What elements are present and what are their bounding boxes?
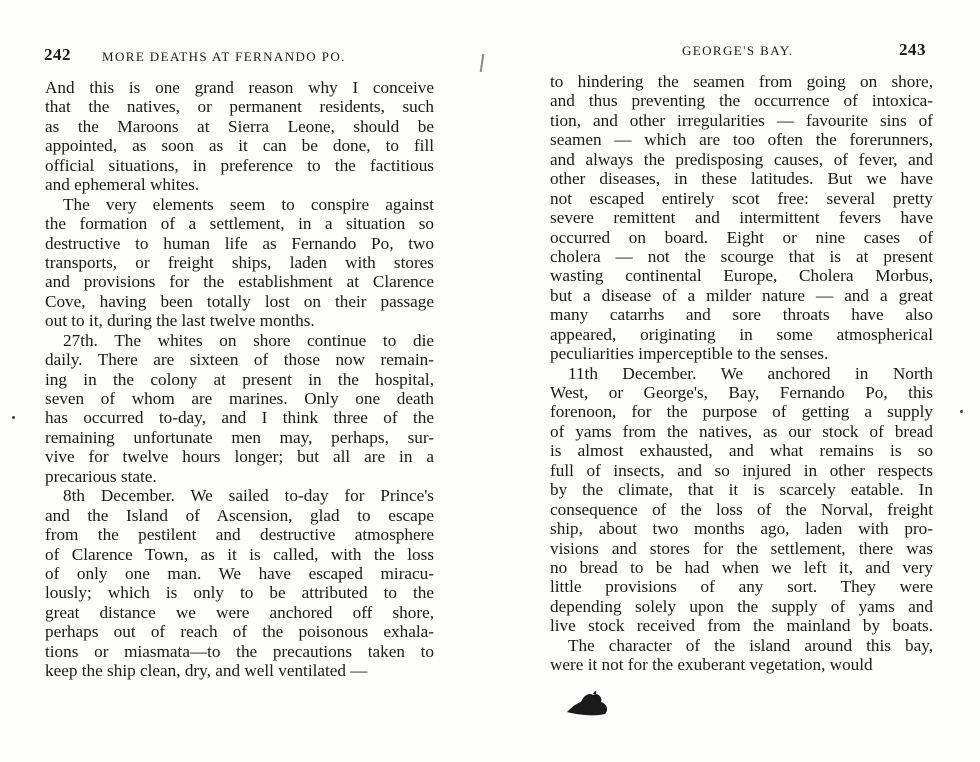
- text-line: little provisions of any sort. They were: [550, 577, 933, 597]
- text-line: Cove, having been totally lost on their passage: [45, 291, 434, 311]
- text-line: and the Island of Ascension, glad to escape: [45, 505, 434, 525]
- text-line: has occurred to-day, and I think three of the: [45, 408, 434, 428]
- ink-blot-icon: [563, 688, 613, 718]
- text-line: transports, or freight ships, laden with stores: [45, 252, 434, 272]
- text-line: to hindering the seamen from going on shore,: [550, 72, 933, 91]
- text-line: full of insects, and so injured in other respects: [550, 460, 933, 480]
- text-line: and ephemeral whites.: [45, 175, 200, 195]
- text-line: destructive to human life as Fernando Po, two: [45, 233, 434, 253]
- text-line: perhaps out of reach of the poisonous exhala-: [45, 622, 434, 642]
- text-line: And this is one grand reason why I conceive: [45, 78, 434, 97]
- right-body-text: [550, 72, 933, 675]
- text-line: but a disease of a milder nature — and a great: [550, 285, 933, 305]
- text-line: as the Maroons at Sierra Leone, should be: [45, 116, 434, 136]
- text-line: live stock received from the mainland by boats.: [550, 616, 933, 636]
- text-line: vive for twelve hours longer; but all are in a: [45, 447, 434, 467]
- text-line: by the climate, that it is scarcely eatable. In: [550, 480, 933, 500]
- text-line: official situations, in preference to the factitious: [45, 155, 434, 175]
- text-line: tions or miasmata—to the precautions taken to: [45, 641, 434, 661]
- text-line: lously; which is only to be attributed to the: [45, 583, 434, 603]
- left-running-head: MORE DEATHS AT FERNANDO PO.: [102, 49, 346, 64]
- text-line: consequence of the loss of the Norval, freight: [550, 499, 933, 519]
- text-line: tion, and other irregularities — favourite sins of: [550, 110, 933, 130]
- text-line: The character of the island around this bay,: [568, 635, 933, 655]
- right-page-number: 243: [899, 40, 926, 59]
- text-line: out to it, during the last twelve months.: [45, 311, 315, 331]
- text-line: and provisions for the establishment at Clarence: [45, 272, 434, 292]
- text-line: ship, about two months ago, laden with pro-: [550, 519, 933, 539]
- left-body-text: [45, 78, 434, 681]
- text-line: cholera — not the scourge that is at present: [550, 246, 933, 266]
- text-line: and always the predisposing causes, of fever, and: [550, 149, 933, 169]
- text-line: from the pestilent and destructive atmosphere: [45, 525, 434, 545]
- right-running-head: GEORGE'S BAY.: [682, 43, 794, 58]
- text-line: appointed, as soon as it can be done, to fill: [45, 136, 434, 156]
- text-line: seamen — which are too often the forerunners,: [550, 130, 933, 150]
- text-line: 27th. The whites on shore continue to die: [63, 330, 434, 350]
- text-line: wasting continental Europe, Cholera Morbus,: [550, 266, 933, 286]
- speck: [12, 416, 15, 419]
- text-line: of only one man. We have escaped miracu-: [45, 563, 434, 583]
- text-line: ing in the colony at present in the hospital,: [45, 369, 434, 389]
- text-line: visions and stores for the settlement, there was: [550, 538, 933, 558]
- right-page: [490, 0, 980, 762]
- text-line: other diseases, in these latitudes. But we have: [550, 169, 933, 189]
- text-line: precarious state.: [45, 466, 157, 486]
- text-line: of Clarence Town, as it is called, with the loss: [45, 544, 434, 564]
- text-line: many catarrhs and sore throats have also: [550, 305, 933, 325]
- text-line: keep the ship clean, dry, and well ventilated —: [45, 661, 368, 681]
- text-line: The very elements seem to conspire against: [63, 194, 434, 214]
- text-line: forenoon, for the purpose of getting a supply: [550, 402, 933, 422]
- text-line: were it not for the exuberant vegetation, would: [550, 655, 873, 675]
- text-line: of yams from the natives, as our stock of bread: [550, 421, 933, 441]
- text-line: 11th December. We anchored in North: [568, 363, 933, 383]
- text-line: daily. There are sixteen of those now remain-: [45, 350, 434, 370]
- text-line: is almost exhausted, and what remains is so: [550, 441, 933, 461]
- text-line: 8th December. We sailed to-day for Prince's: [63, 486, 434, 506]
- text-line: the formation of a settlement, in a situation so: [45, 214, 434, 234]
- text-line: seven of whom are marines. Only one death: [45, 389, 434, 408]
- text-line: remaining unfortunate men may, perhaps, sur-: [45, 427, 434, 447]
- text-line: great distance we were anchored off shore,: [45, 602, 434, 622]
- text-line: West, or George's, Bay, Fernando Po, this: [550, 383, 933, 402]
- text-line: not escaped entirely scot free: several pretty: [550, 188, 933, 208]
- text-line: and thus preventing the occurrence of intoxica-: [550, 91, 933, 111]
- text-line: peculiarities imperceptible to the senses.: [550, 344, 829, 364]
- text-line: that the natives, or permanent residents, such: [45, 97, 434, 117]
- text-line: no bread to be had when we left it, and very: [550, 557, 933, 577]
- left-page-number: 242: [44, 45, 71, 64]
- text-line: occurred on board. Eight or nine cases of: [550, 227, 933, 247]
- text-line: depending solely upon the supply of yams and: [550, 596, 933, 616]
- speck: [960, 410, 963, 413]
- text-line: severe remittent and intermittent fevers have: [550, 208, 933, 228]
- text-line: appeared, originating in some atmospherical: [550, 324, 933, 344]
